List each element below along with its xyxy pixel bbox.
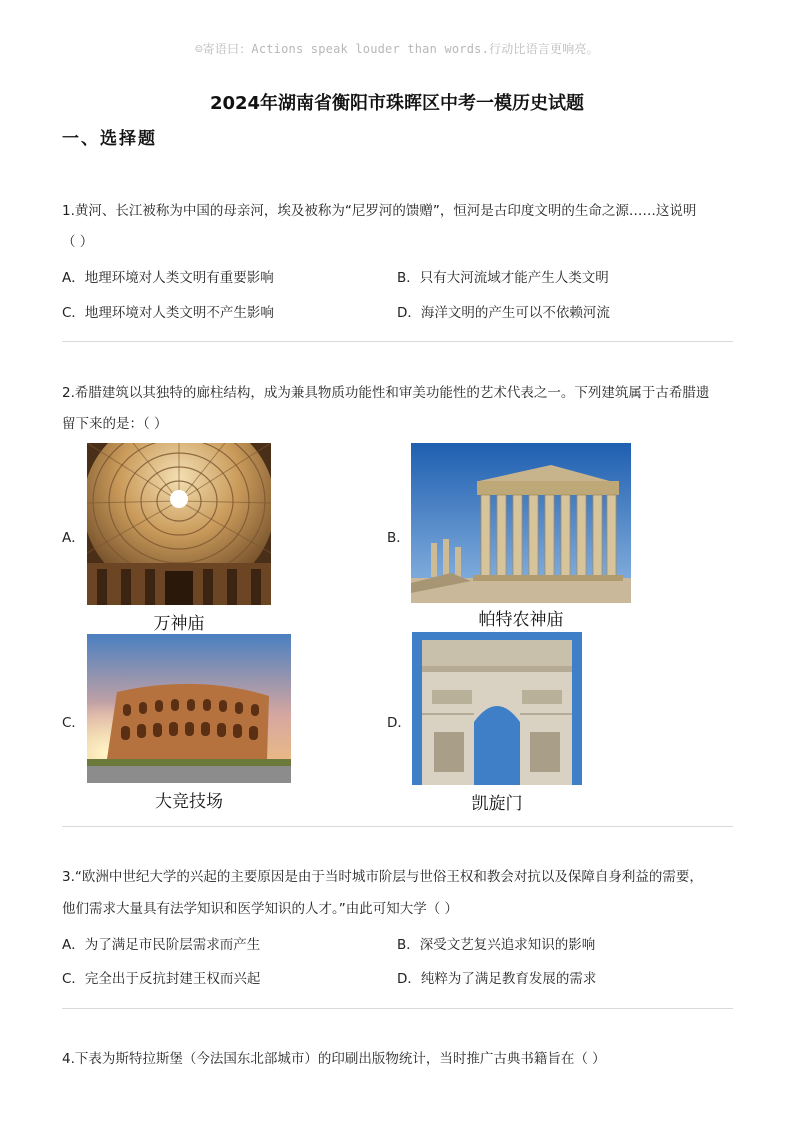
- caption-colosseum: 大竞技场: [155, 792, 223, 812]
- pantheon-dome-image[interactable]: [87, 443, 271, 605]
- caption-pantheon: 万神庙: [153, 614, 205, 634]
- q2-option-b-letter[interactable]: B．: [387, 530, 410, 546]
- q1-stem-line1: 1.黄河、长江被称为中国的母亲河，埃及被称为“尼罗河的馈赠”，恒河是古印度文明的生命之源……这说明: [62, 203, 697, 219]
- q2-option-c-letter[interactable]: C．: [62, 715, 85, 731]
- separator: [62, 1008, 733, 1009]
- colosseum-image[interactable]: [87, 634, 291, 783]
- q3-stem-line1: 3.“欧洲中世纪大学的兴起的主要原因是由于当时城市阶层与世俗王权和教会对抗以及保障自身利益的需要，: [62, 869, 703, 885]
- q1-option-a[interactable]: A．地理环境对人类文明有重要影响: [62, 270, 274, 286]
- section-heading: 一、选择题: [62, 129, 157, 149]
- q3-stem-line2: 他们需求大量具有法学知识和医学知识的人才。”由此可知大学（ ）: [62, 901, 459, 917]
- separator: [62, 341, 733, 342]
- q1-option-c[interactable]: C．地理环境对人类文明不产生影响: [62, 305, 274, 321]
- separator: [62, 826, 733, 827]
- q4-stem-line1: 4.下表为斯特拉斯堡（今法国东北部城市）的印刷出版物统计，当时推广古典书籍旨在（ ）: [62, 1051, 606, 1067]
- page-title: 2024年湖南省衡阳市珠晖区中考一模历史试题: [209, 93, 585, 114]
- q3-option-b[interactable]: B．深受文艺复兴追求知识的影响: [397, 937, 596, 953]
- parthenon-image[interactable]: [411, 443, 631, 603]
- q2-stem-line1: 2.希腊建筑以其独特的廊柱结构，成为兼具物质功能性和审美功能性的艺术代表之一。下列建筑属于古希腊遗: [62, 385, 710, 401]
- caption-arc-de-triomphe: 凯旋门: [471, 794, 523, 814]
- q3-option-d[interactable]: D．纯粹为了满足教育发展的需求: [397, 971, 597, 987]
- q3-option-a[interactable]: A．为了满足市民阶层需求而产生: [62, 937, 261, 953]
- q3-option-c[interactable]: C．完全出于反抗封建王权而兴起: [62, 971, 261, 987]
- q1-option-d[interactable]: D．海洋文明的产生可以不依赖河流: [397, 305, 610, 321]
- caption-parthenon: 帕特农神庙: [478, 610, 564, 630]
- header-motto: ☺寄语曰：Actions speak louder than words.行动比语言更响亮。: [195, 42, 599, 56]
- arc-de-triomphe-image[interactable]: [412, 632, 582, 785]
- q2-option-a-letter[interactable]: A．: [62, 530, 85, 546]
- q1-stem-line2: （ ）: [62, 234, 94, 250]
- q1-option-b[interactable]: B．只有大河流域才能产生人类文明: [397, 270, 609, 286]
- q2-stem-line2: 留下来的是：（ ）: [62, 416, 168, 432]
- q2-option-d-letter[interactable]: D．: [387, 715, 411, 731]
